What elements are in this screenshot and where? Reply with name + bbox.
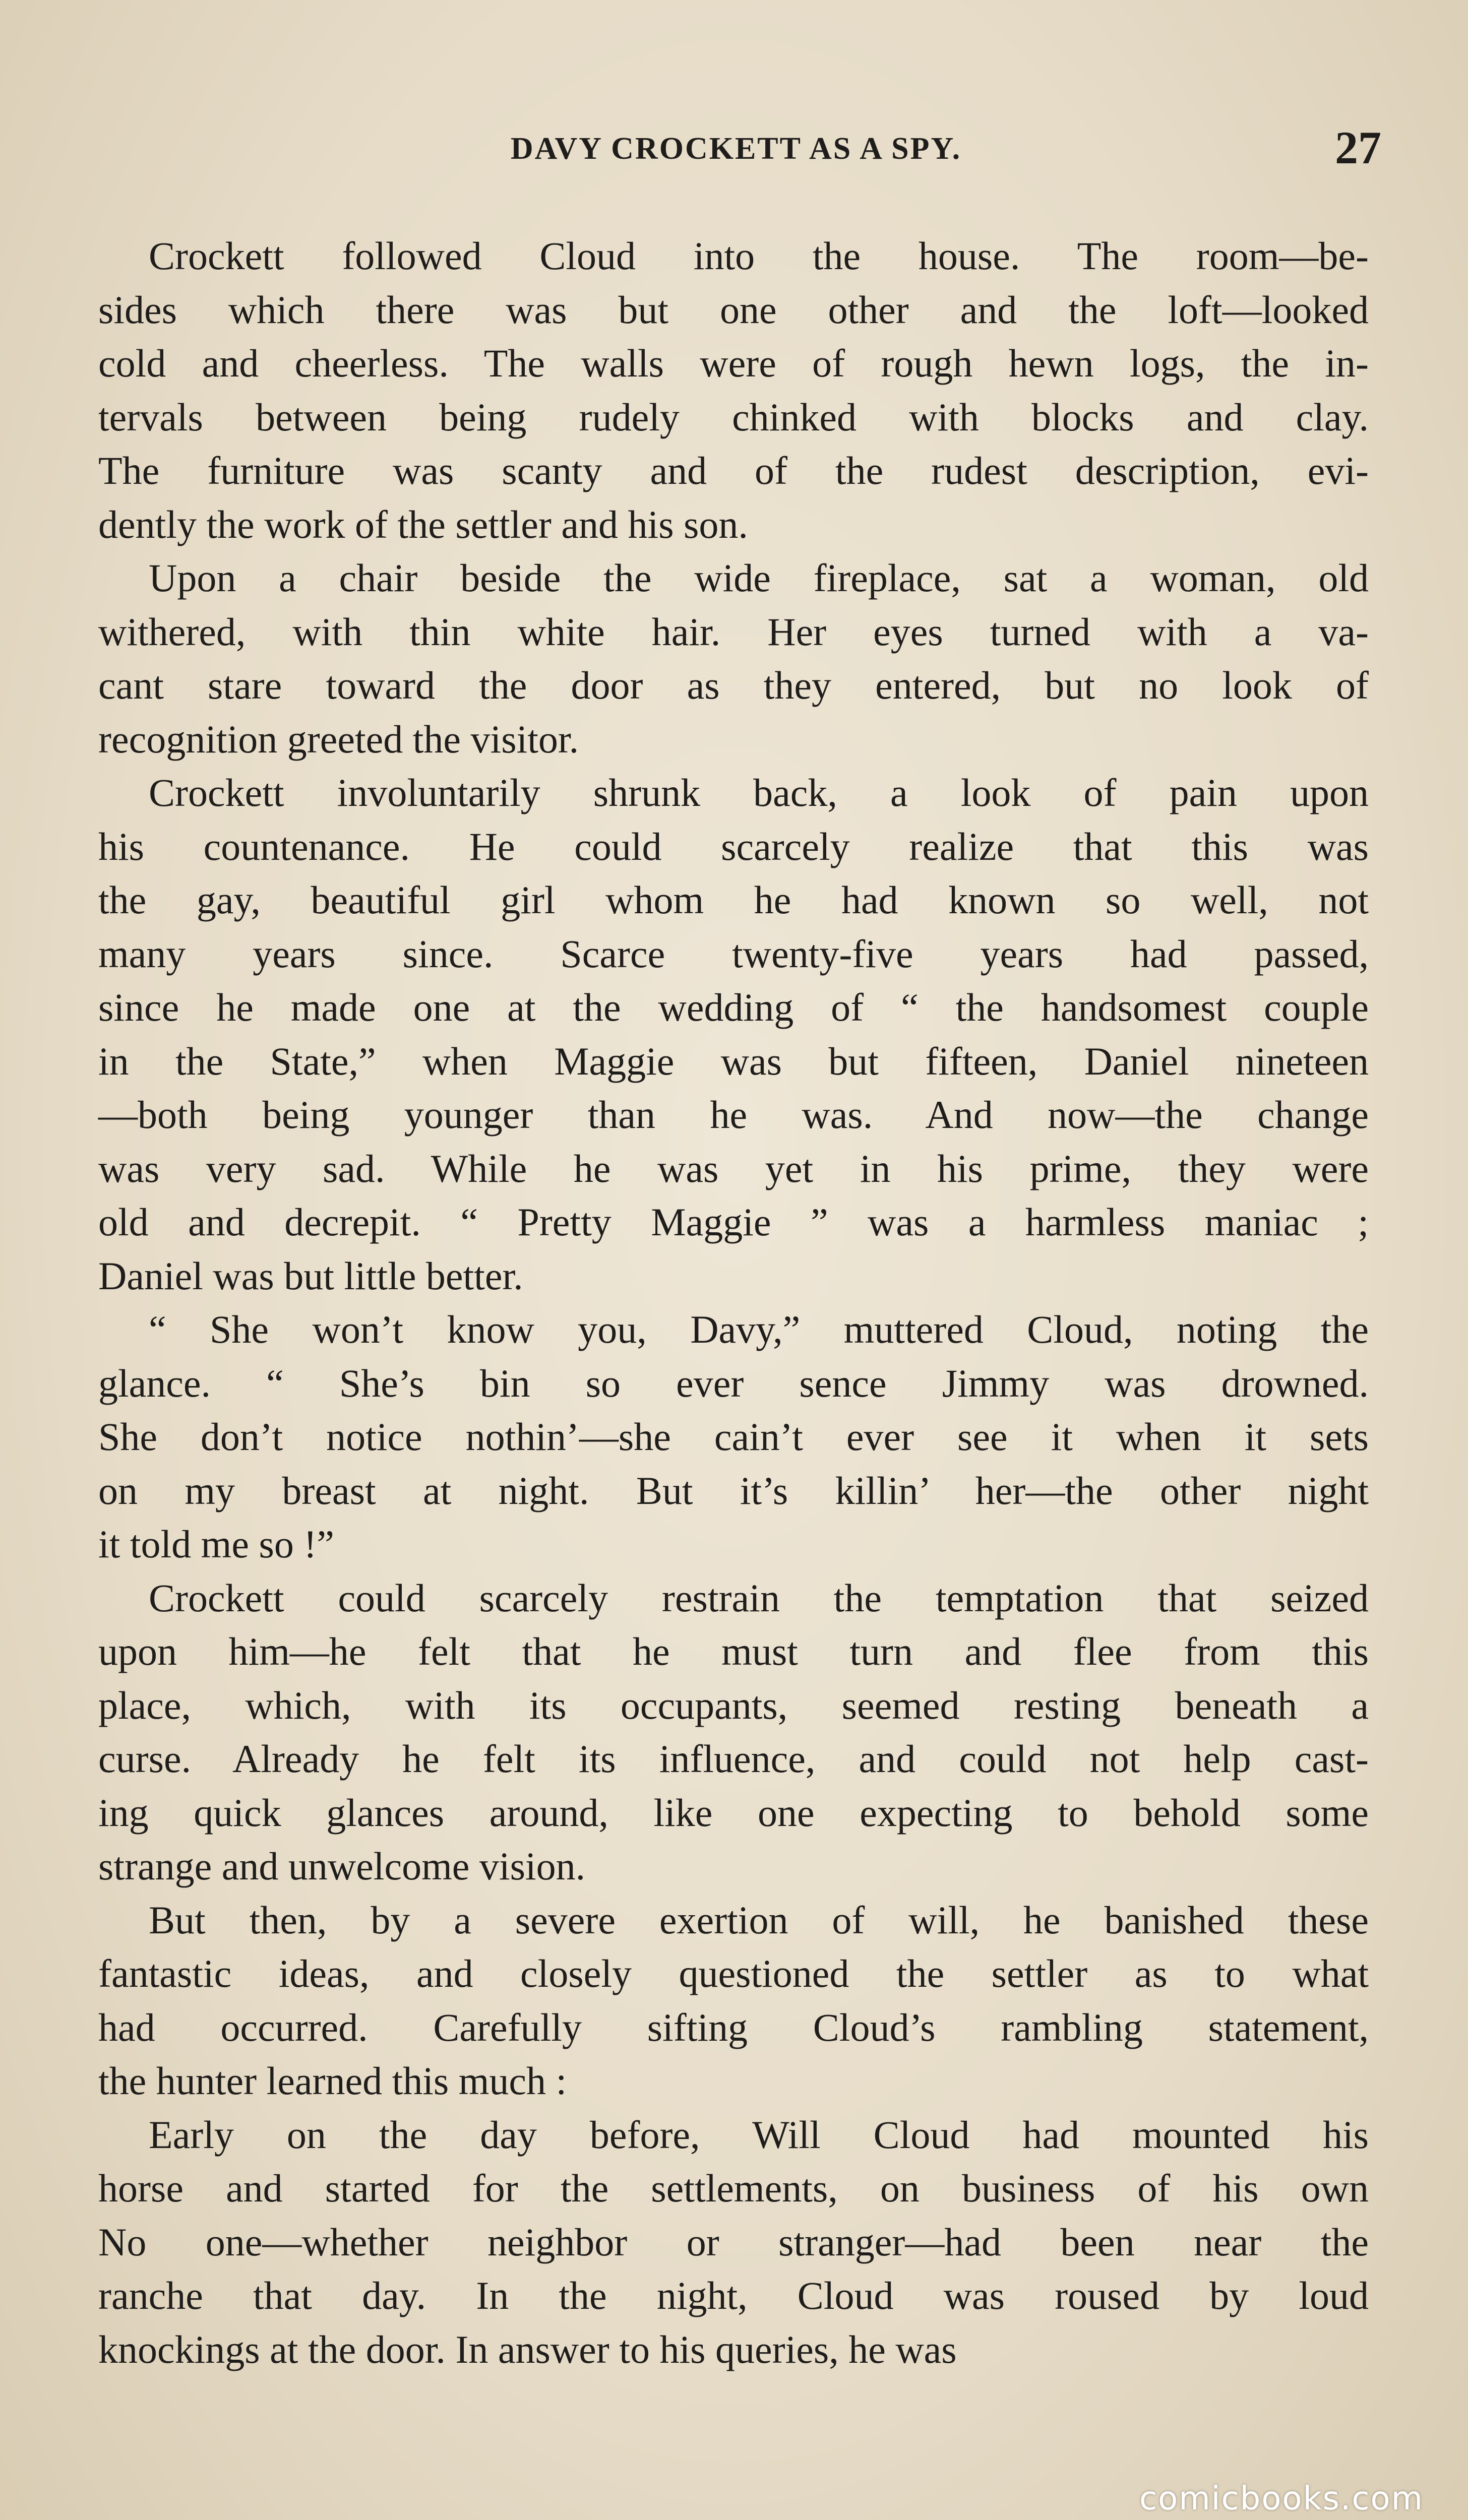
- text-line: place, which, with its occupants, seemed resting beneath a: [98, 1683, 1369, 1727]
- text-line: the hunter learned this much :: [98, 2059, 567, 2103]
- text-line: in the State,” when Maggie was but fifteen, Daniel nineteen: [98, 1039, 1369, 1083]
- paragraph: [98, 1303, 1369, 1571]
- paragraph: [98, 551, 1369, 766]
- text-line: since he made one at the wedding of “ the handsomest couple: [98, 985, 1369, 1029]
- text-line: cold and cheerless. The walls were of rough hewn logs, the in-: [98, 341, 1369, 385]
- text-line: “ She won’t know you, Davy,” muttered Cloud, noting the: [149, 1307, 1369, 1351]
- text-line: Early on the day before, Will Cloud had mounted his: [149, 2112, 1369, 2157]
- text-line: dently the work of the settler and his son.: [98, 502, 748, 546]
- text-line: upon him—he felt that he must turn and flee from this: [98, 1629, 1369, 1673]
- text-line: Daniel was but little better.: [98, 1253, 523, 1298]
- body-text: [98, 229, 1369, 2376]
- page-header: [91, 121, 1381, 176]
- text-line: sides which there was but one other and the loft—looked: [98, 287, 1369, 332]
- text-line: curse. Already he felt its influence, and could not help cast-: [98, 1737, 1369, 1781]
- paragraph: [98, 1571, 1369, 1894]
- text-line: strange and unwelcome vision.: [98, 1844, 586, 1888]
- text-line: No one—whether neighbor or stranger—had been near the: [98, 2220, 1369, 2264]
- text-line: tervals between being rudely chinked with blocks and clay.: [98, 395, 1369, 439]
- text-line: many years since. Scarce twenty-five years had passed,: [98, 931, 1369, 976]
- text-line: it told me so !”: [98, 1522, 334, 1566]
- paragraph: [98, 2108, 1369, 2377]
- text-line: Upon a chair beside the wide fireplace, sat a woman, old: [149, 556, 1369, 600]
- text-line: The furniture was scanty and of the rudest description, evi-: [98, 449, 1369, 492]
- text-line: But then, by a severe exertion of will, he banished these: [149, 1898, 1369, 1942]
- text-line: Crockett could scarcely restrain the temptation that seized: [149, 1576, 1369, 1620]
- text-line: cant stare toward the door as they entered, but no look of: [98, 663, 1369, 707]
- paragraph: [98, 229, 1369, 551]
- text-line: fantastic ideas, and closely questioned the settler as to what: [98, 1951, 1369, 1995]
- text-line: She don’t notice nothin’—she cain’t ever see it when it sets: [98, 1415, 1369, 1459]
- text-line: ranche that day. In the night, Cloud was roused by loud: [98, 2274, 1369, 2317]
- text-line: was very sad. While he was yet in his prime, they were: [98, 1146, 1369, 1190]
- watermark: comicbooks.com: [1139, 2480, 1424, 2517]
- text-line: knockings at the door. In answer to his queries, he was: [98, 2327, 957, 2371]
- text-line: ing quick glances around, like one expecting to behold some: [98, 1790, 1369, 1835]
- text-line: old and decrepit. “ Pretty Maggie ” was a harmless maniac ;: [98, 1200, 1369, 1244]
- page-number: 27: [1335, 122, 1381, 173]
- text-line: on my breast at night. But it’s killin’ her—the other night: [98, 1468, 1369, 1513]
- text-line: recognition greeted the visitor.: [98, 717, 579, 761]
- text-line: withered, with thin white hair. Her eyes turned with a va-: [98, 609, 1369, 654]
- text-line: Crockett involuntarily shrunk back, a look of pain upon: [149, 771, 1369, 814]
- text-line: the gay, beautiful girl whom he had known so well, not: [98, 878, 1369, 922]
- text-line: horse and started for the settlements, on business of his own: [98, 2166, 1369, 2210]
- text-line: —both being younger than he was. And now—the change: [98, 1093, 1369, 1137]
- text-line: glance. “ She’s bin so ever sence Jimmy was drowned.: [98, 1361, 1369, 1405]
- text-line: his countenance. He could scarcely realize that this was: [98, 824, 1369, 868]
- paragraph: [98, 766, 1369, 1303]
- running-title: DAVY CROCKETT AS A SPY.: [510, 132, 962, 166]
- text-line: had occurred. Carefully sifting Cloud’s rambling statement,: [98, 2005, 1369, 2049]
- paragraph: [98, 1894, 1369, 2108]
- text-line: Crockett followed Cloud into the house. The room—be-: [149, 234, 1369, 278]
